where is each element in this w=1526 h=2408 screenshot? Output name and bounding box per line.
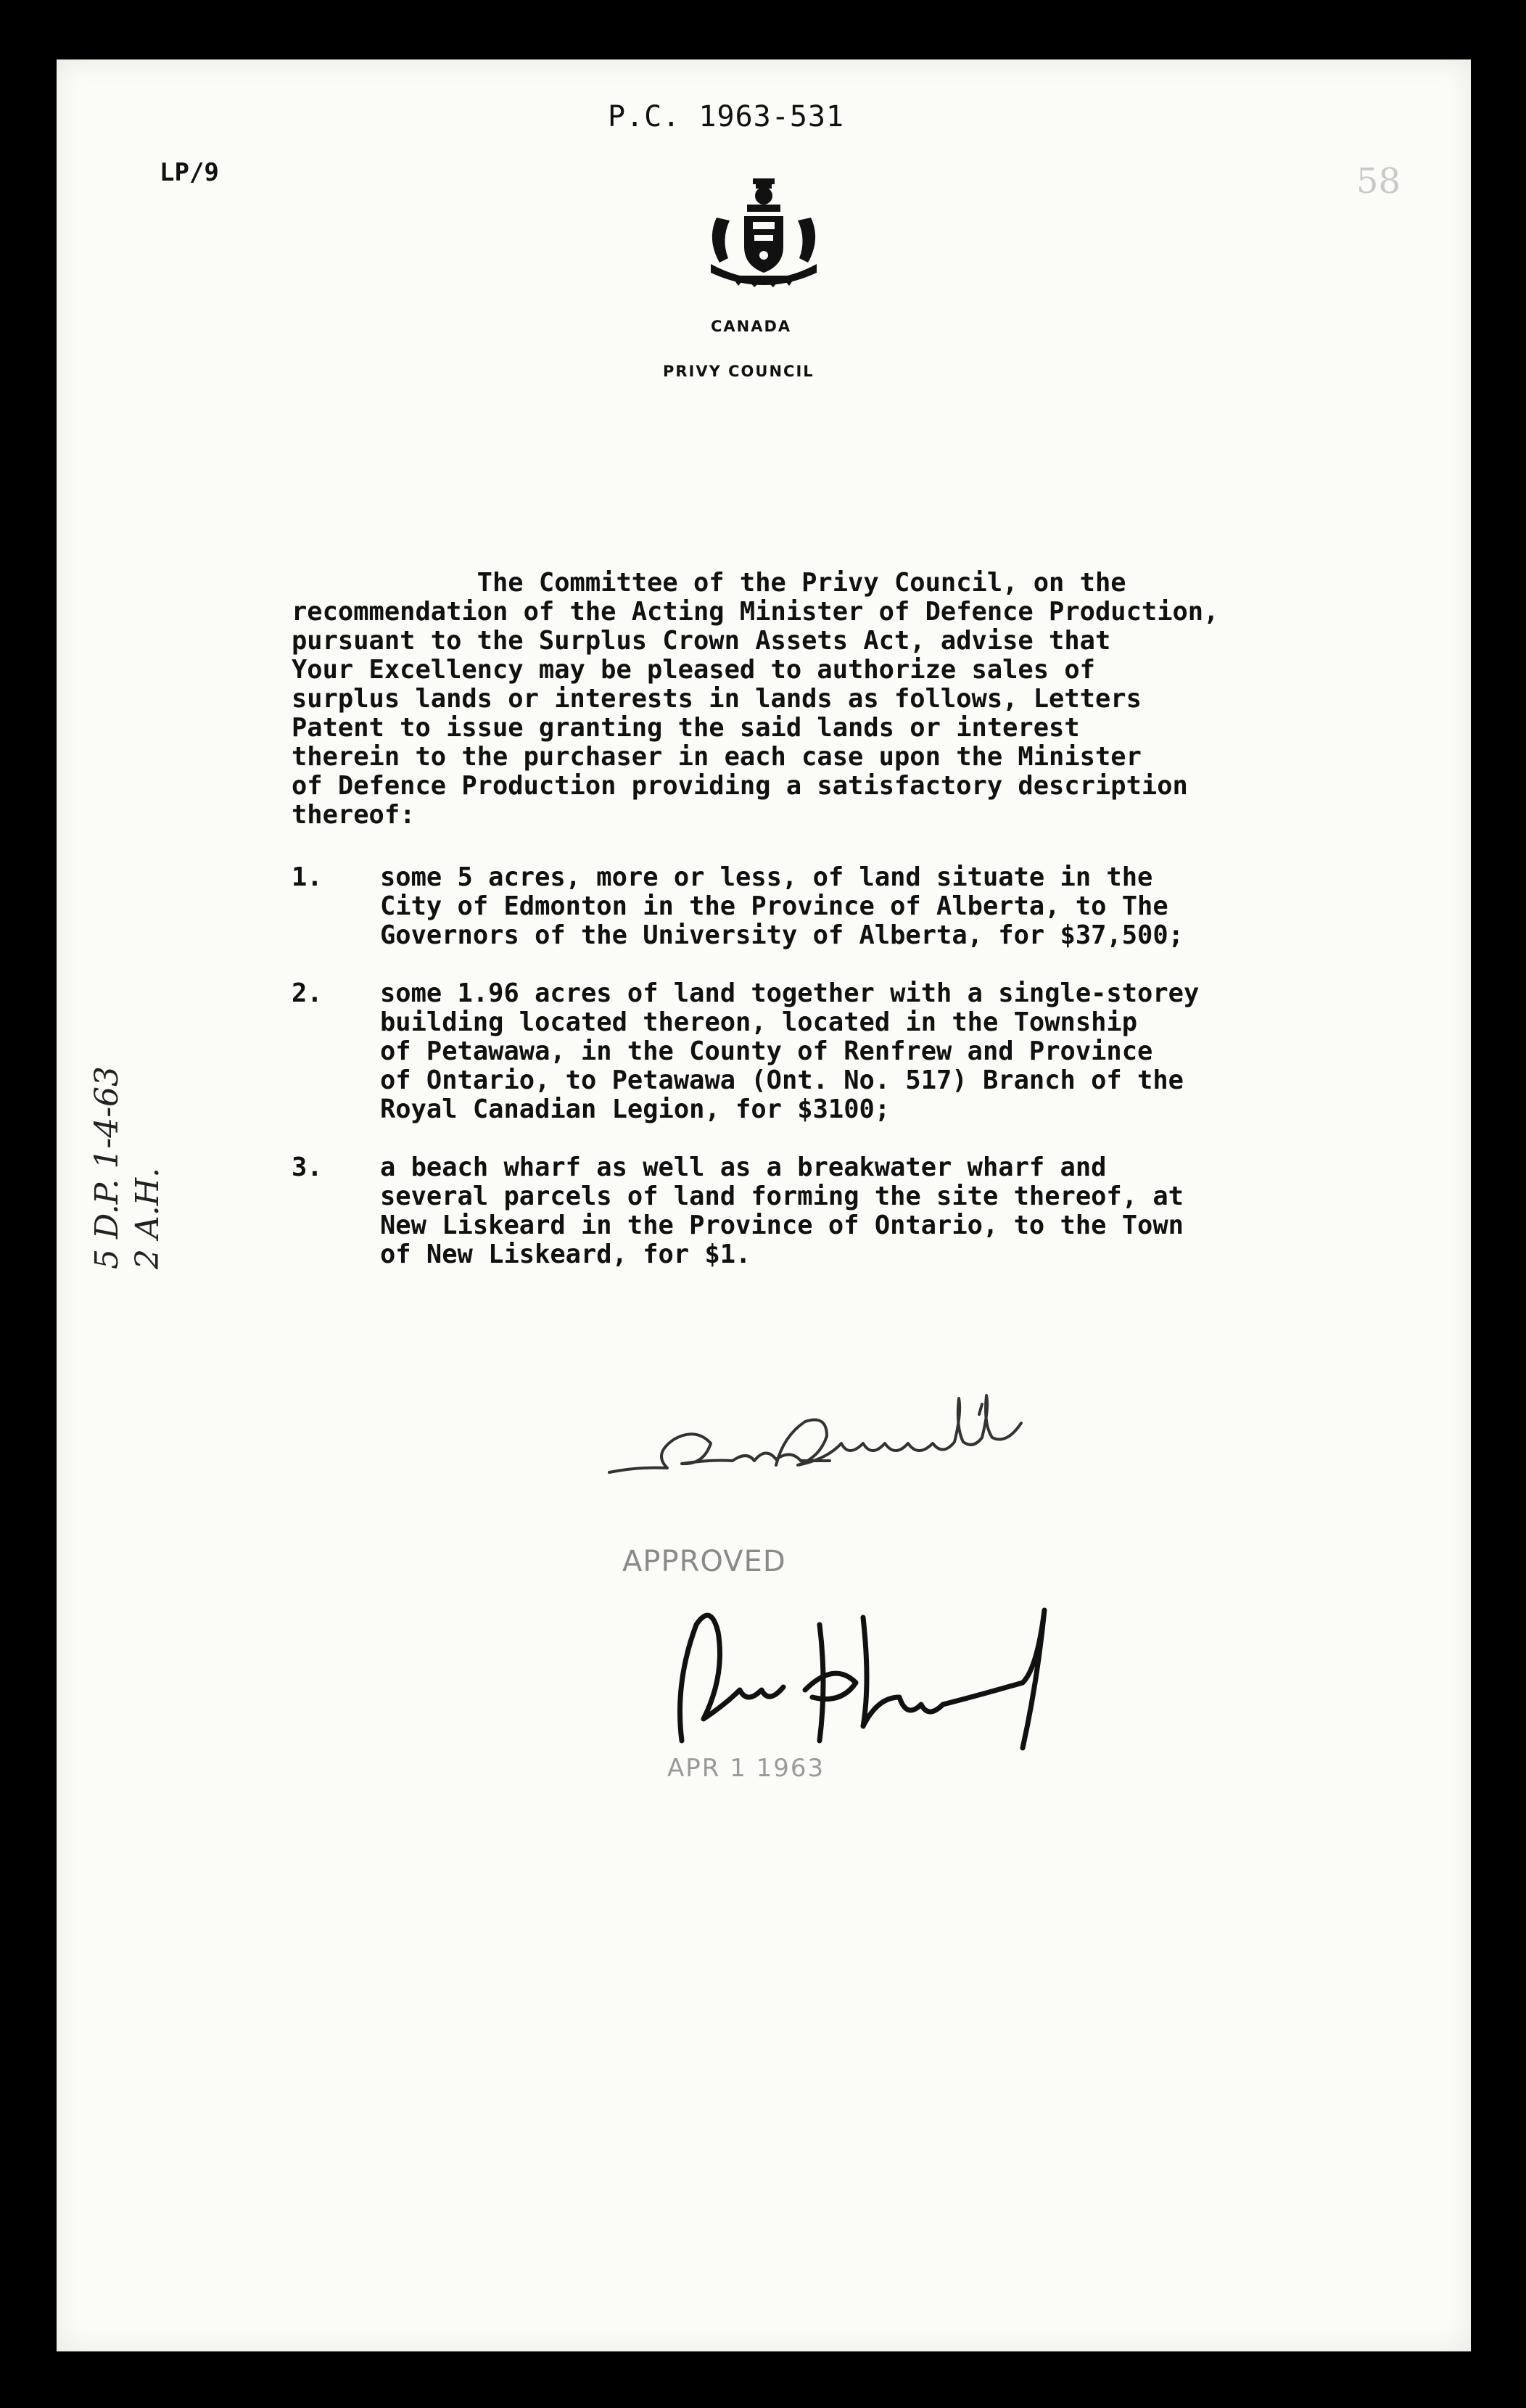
page-number: 58: [1356, 161, 1401, 202]
item-line: City of Edmonton in the Province of Alberta, to The: [380, 891, 1168, 921]
signature-approval: [653, 1596, 1117, 1770]
item-number: 3.: [292, 1153, 323, 1182]
intro-paragraph: [292, 569, 1379, 830]
margin-annotation-line: 5 D.P. 1-4-63: [88, 1065, 125, 1269]
margin-annotation: [87, 1066, 168, 1269]
item-line: some 5 acres, more or less, of land situate in the: [380, 862, 1153, 892]
intro-line: surplus lands or interests in lands as follows, Letters: [292, 684, 1142, 714]
intro-line: pursuant to the Surplus Crown Assets Act, advise that: [292, 626, 1111, 656]
item-line: Royal Canadian Legion, for $3100;: [380, 1094, 891, 1124]
item-text: [380, 1153, 1395, 1269]
file-code: LP/9: [160, 158, 219, 187]
approved-stamp: APPROVED: [622, 1545, 786, 1578]
intro-line: Patent to issue granting the said lands or interest: [292, 713, 1080, 743]
item-line: of Petawawa, in the County of Renfrew and Province: [380, 1036, 1153, 1066]
coat-of-arms-icon: [702, 174, 825, 290]
intro-line: recommendation of the Acting Minister of Defence Production,: [292, 597, 1219, 627]
intro-line: of Defence Production providing a satisfactory description: [292, 771, 1188, 801]
approval-date-stamp: APR 1 1963: [667, 1754, 825, 1783]
intro-line: thereof:: [292, 800, 416, 830]
signature-gordon-churchill: [595, 1393, 1204, 1494]
order-number: P.C. 1963-531: [608, 100, 845, 133]
item-line: building located thereon, located in the Township: [380, 1007, 1138, 1037]
item-line: a beach wharf as well as a breakwater wharf and: [380, 1153, 1107, 1182]
margin-annotation-line: 2 A.H.: [129, 1167, 166, 1269]
item-line: New Liskeard in the Province of Ontario, to the Town: [380, 1211, 1184, 1240]
intro-line: therein to the purchaser in each case upon the Minister: [292, 742, 1142, 772]
item-line: of New Liskeard, for $1.: [380, 1240, 751, 1269]
item-line: some 1.96 acres of land together with a single-storey: [380, 978, 1200, 1008]
item-text: [380, 979, 1395, 1124]
intro-line: The Committee of the Privy Council, on the: [292, 568, 1126, 598]
item-line: Governors of the University of Alberta, for $37,500;: [380, 920, 1184, 950]
item-number: 1.: [292, 862, 323, 892]
item-text: [380, 863, 1395, 950]
item-line: several parcels of land forming the site thereof, at: [380, 1182, 1184, 1211]
item-number: 2.: [292, 978, 323, 1008]
council-label: PRIVY COUNCIL: [663, 363, 814, 380]
item-line: of Ontario, to Petawawa (Ont. No. 517) Branch of the: [380, 1065, 1184, 1095]
country-label: CANADA: [711, 318, 792, 335]
intro-line: Your Excellency may be pleased to authorize sales of: [292, 655, 1095, 685]
